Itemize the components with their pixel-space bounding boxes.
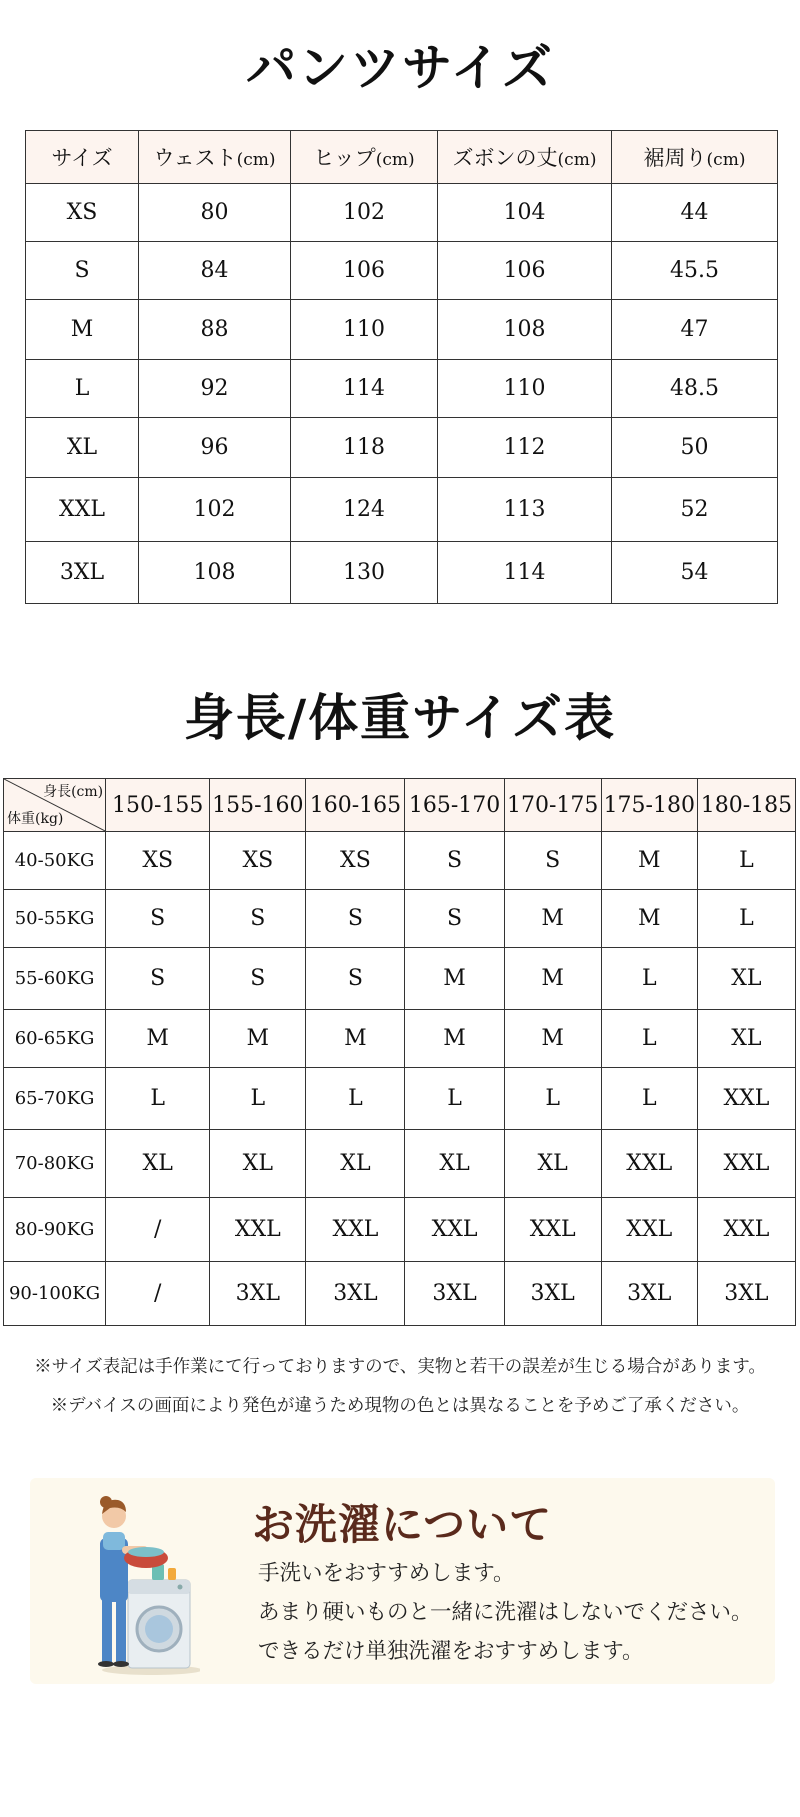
recommended-size-cell: XS (210, 832, 306, 890)
weight-range-cell: 70-80KG (4, 1130, 106, 1198)
note-color: ※デバイスの画面により発色が違うため現物の色とは異なることを予めご了承ください。 (50, 1396, 750, 1416)
pants-row (26, 360, 778, 418)
weight-row (4, 948, 796, 1010)
recommended-size-cell: S (210, 948, 306, 1010)
height-header-row (4, 779, 796, 832)
recommended-size-cell: M (106, 1010, 210, 1068)
recommended-size-cell: XXL (697, 1198, 795, 1262)
header-length: ズボンの丈(cm) (438, 131, 612, 184)
header-waist: ウェスト(cm) (139, 131, 291, 184)
measurement-cell: 54 (612, 542, 778, 604)
recommended-size-cell: S (405, 832, 504, 890)
laundry-line: あまり硬いものと一緒に洗濯はしないでください。 (258, 1600, 753, 1625)
measurement-cell: 114 (291, 360, 438, 418)
measurement-cell: 102 (139, 478, 291, 542)
recommended-size-cell: L (405, 1068, 504, 1130)
recommended-size-cell: L (306, 1068, 405, 1130)
recommended-size-cell: XXL (306, 1198, 405, 1262)
header-size: サイズ (26, 131, 139, 184)
height-header: 160-165 (306, 779, 405, 832)
measurement-cell: 108 (438, 300, 612, 360)
recommended-size-cell: XXL (601, 1198, 697, 1262)
measurement-cell: 50 (612, 418, 778, 478)
recommended-size-cell: S (106, 890, 210, 948)
recommended-size-cell: L (697, 832, 795, 890)
measurement-cell: 106 (438, 242, 612, 300)
size-cell: XL (26, 418, 139, 478)
height-header: 165-170 (405, 779, 504, 832)
pants-row (26, 184, 778, 242)
height-header: 180-185 (697, 779, 795, 832)
recommended-size-cell: 3XL (210, 1262, 306, 1326)
measurement-cell: 118 (291, 418, 438, 478)
note-size: ※サイズ表記は手作業にて行っておりますので、実物と若干の誤差が生じる場合があります。 (34, 1357, 766, 1377)
weight-range-cell: 50-55KG (4, 890, 106, 948)
recommended-size-cell: L (601, 1010, 697, 1068)
weight-range-cell: 65-70KG (4, 1068, 106, 1130)
size-cell: L (26, 360, 139, 418)
pants-row (26, 242, 778, 300)
recommended-size-cell: XL (405, 1130, 504, 1198)
pants-row (26, 542, 778, 604)
recommended-size-cell: / (106, 1198, 210, 1262)
size-cell: 3XL (26, 542, 139, 604)
measurement-cell: 52 (612, 478, 778, 542)
measurement-cell: 47 (612, 300, 778, 360)
laundry-line: できるだけ単独洗濯をおすすめします。 (258, 1639, 644, 1664)
measurement-cell: 88 (139, 300, 291, 360)
size-cell: M (26, 300, 139, 360)
measurement-cell: 106 (291, 242, 438, 300)
recommended-size-cell: S (106, 948, 210, 1010)
pants-size-title: パンツサイズ (246, 38, 554, 97)
measurement-cell: 114 (438, 542, 612, 604)
recommended-size-cell: M (601, 890, 697, 948)
recommended-size-cell: 3XL (306, 1262, 405, 1326)
measurement-cell: 80 (139, 184, 291, 242)
corner-cell (4, 779, 106, 832)
measurement-cell: 44 (612, 184, 778, 242)
recommended-size-cell: / (106, 1262, 210, 1326)
measurement-cell: 48.5 (612, 360, 778, 418)
measurement-cell: 110 (438, 360, 612, 418)
recommended-size-cell: XXL (405, 1198, 504, 1262)
recommended-size-cell: M (504, 890, 601, 948)
measurement-cell: 84 (139, 242, 291, 300)
recommended-size-cell: XXL (697, 1130, 795, 1198)
recommended-size-cell: 3XL (697, 1262, 795, 1326)
recommended-size-cell: XXL (601, 1130, 697, 1198)
height-header: 155-160 (210, 779, 306, 832)
measurement-cell: 92 (139, 360, 291, 418)
corner-height-label: 身長(cm) (43, 784, 104, 800)
recommended-size-cell: M (306, 1010, 405, 1068)
recommended-size-cell: XL (697, 1010, 795, 1068)
weight-range-cell: 55-60KG (4, 948, 106, 1010)
recommended-size-cell: L (106, 1068, 210, 1130)
measurement-cell: 110 (291, 300, 438, 360)
header-hem: 裾周り(cm) (612, 131, 778, 184)
measurement-cell: 104 (438, 184, 612, 242)
recommended-size-cell: S (210, 890, 306, 948)
recommended-size-cell: S (306, 890, 405, 948)
recommended-size-cell: M (405, 948, 504, 1010)
measurement-cell: 124 (291, 478, 438, 542)
recommended-size-cell: XXL (210, 1198, 306, 1262)
measurement-cell: 45.5 (612, 242, 778, 300)
recommended-size-cell: M (504, 948, 601, 1010)
weight-row (4, 1068, 796, 1130)
weight-row (4, 1130, 796, 1198)
recommended-size-cell: XL (504, 1130, 601, 1198)
pants-row (26, 300, 778, 360)
weight-row (4, 1010, 796, 1068)
woman-with-washing-machine-icon (90, 1488, 200, 1678)
recommended-size-cell: L (504, 1068, 601, 1130)
size-cell: XXL (26, 478, 139, 542)
measurement-cell: 96 (139, 418, 291, 478)
recommended-size-cell: XS (106, 832, 210, 890)
weight-range-cell: 60-65KG (4, 1010, 106, 1068)
recommended-size-cell: XXL (697, 1068, 795, 1130)
height-header: 150-155 (106, 779, 210, 832)
recommended-size-cell: XL (210, 1130, 306, 1198)
height-header: 175-180 (601, 779, 697, 832)
recommended-size-cell: XL (697, 948, 795, 1010)
size-cell: XS (26, 184, 139, 242)
pants-header-row (26, 131, 778, 184)
height-header: 170-175 (504, 779, 601, 832)
body-size-title: 身長/体重サイズ表 (183, 688, 617, 747)
weight-row (4, 1198, 796, 1262)
weight-range-cell: 90-100KG (4, 1262, 106, 1326)
recommended-size-cell: XXL (504, 1198, 601, 1262)
recommended-size-cell: 3XL (504, 1262, 601, 1326)
laundry-info-box (30, 1478, 775, 1684)
pants-row (26, 478, 778, 542)
recommended-size-cell: 3XL (405, 1262, 504, 1326)
measurement-cell: 130 (291, 542, 438, 604)
measurement-cell: 102 (291, 184, 438, 242)
measurement-cell: 108 (139, 542, 291, 604)
recommended-size-cell: M (210, 1010, 306, 1068)
laundry-title: お洗濯について (252, 1500, 553, 1549)
recommended-size-cell: S (306, 948, 405, 1010)
recommended-size-cell: M (504, 1010, 601, 1068)
recommended-size-cell: L (601, 948, 697, 1010)
header-hip: ヒップ(cm) (291, 131, 438, 184)
recommended-size-cell: XL (306, 1130, 405, 1198)
pants-row (26, 418, 778, 478)
recommended-size-cell: XL (106, 1130, 210, 1198)
weight-row (4, 832, 796, 890)
corner-weight-label: 体重(kg) (7, 811, 64, 827)
weight-range-cell: 40-50KG (4, 832, 106, 890)
height-weight-table (3, 778, 796, 1326)
weight-range-cell: 80-90KG (4, 1198, 106, 1262)
recommended-size-cell: XS (306, 832, 405, 890)
measurement-cell: 112 (438, 418, 612, 478)
recommended-size-cell: S (405, 890, 504, 948)
recommended-size-cell: M (405, 1010, 504, 1068)
laundry-line: 手洗いをおすすめします。 (258, 1561, 515, 1586)
recommended-size-cell: L (210, 1068, 306, 1130)
pants-size-table (25, 130, 778, 604)
recommended-size-cell: L (601, 1068, 697, 1130)
measurement-cell: 113 (438, 478, 612, 542)
weight-row (4, 1262, 796, 1326)
size-cell: S (26, 242, 139, 300)
recommended-size-cell: S (504, 832, 601, 890)
recommended-size-cell: 3XL (601, 1262, 697, 1326)
weight-row (4, 890, 796, 948)
recommended-size-cell: L (697, 890, 795, 948)
recommended-size-cell: M (601, 832, 697, 890)
